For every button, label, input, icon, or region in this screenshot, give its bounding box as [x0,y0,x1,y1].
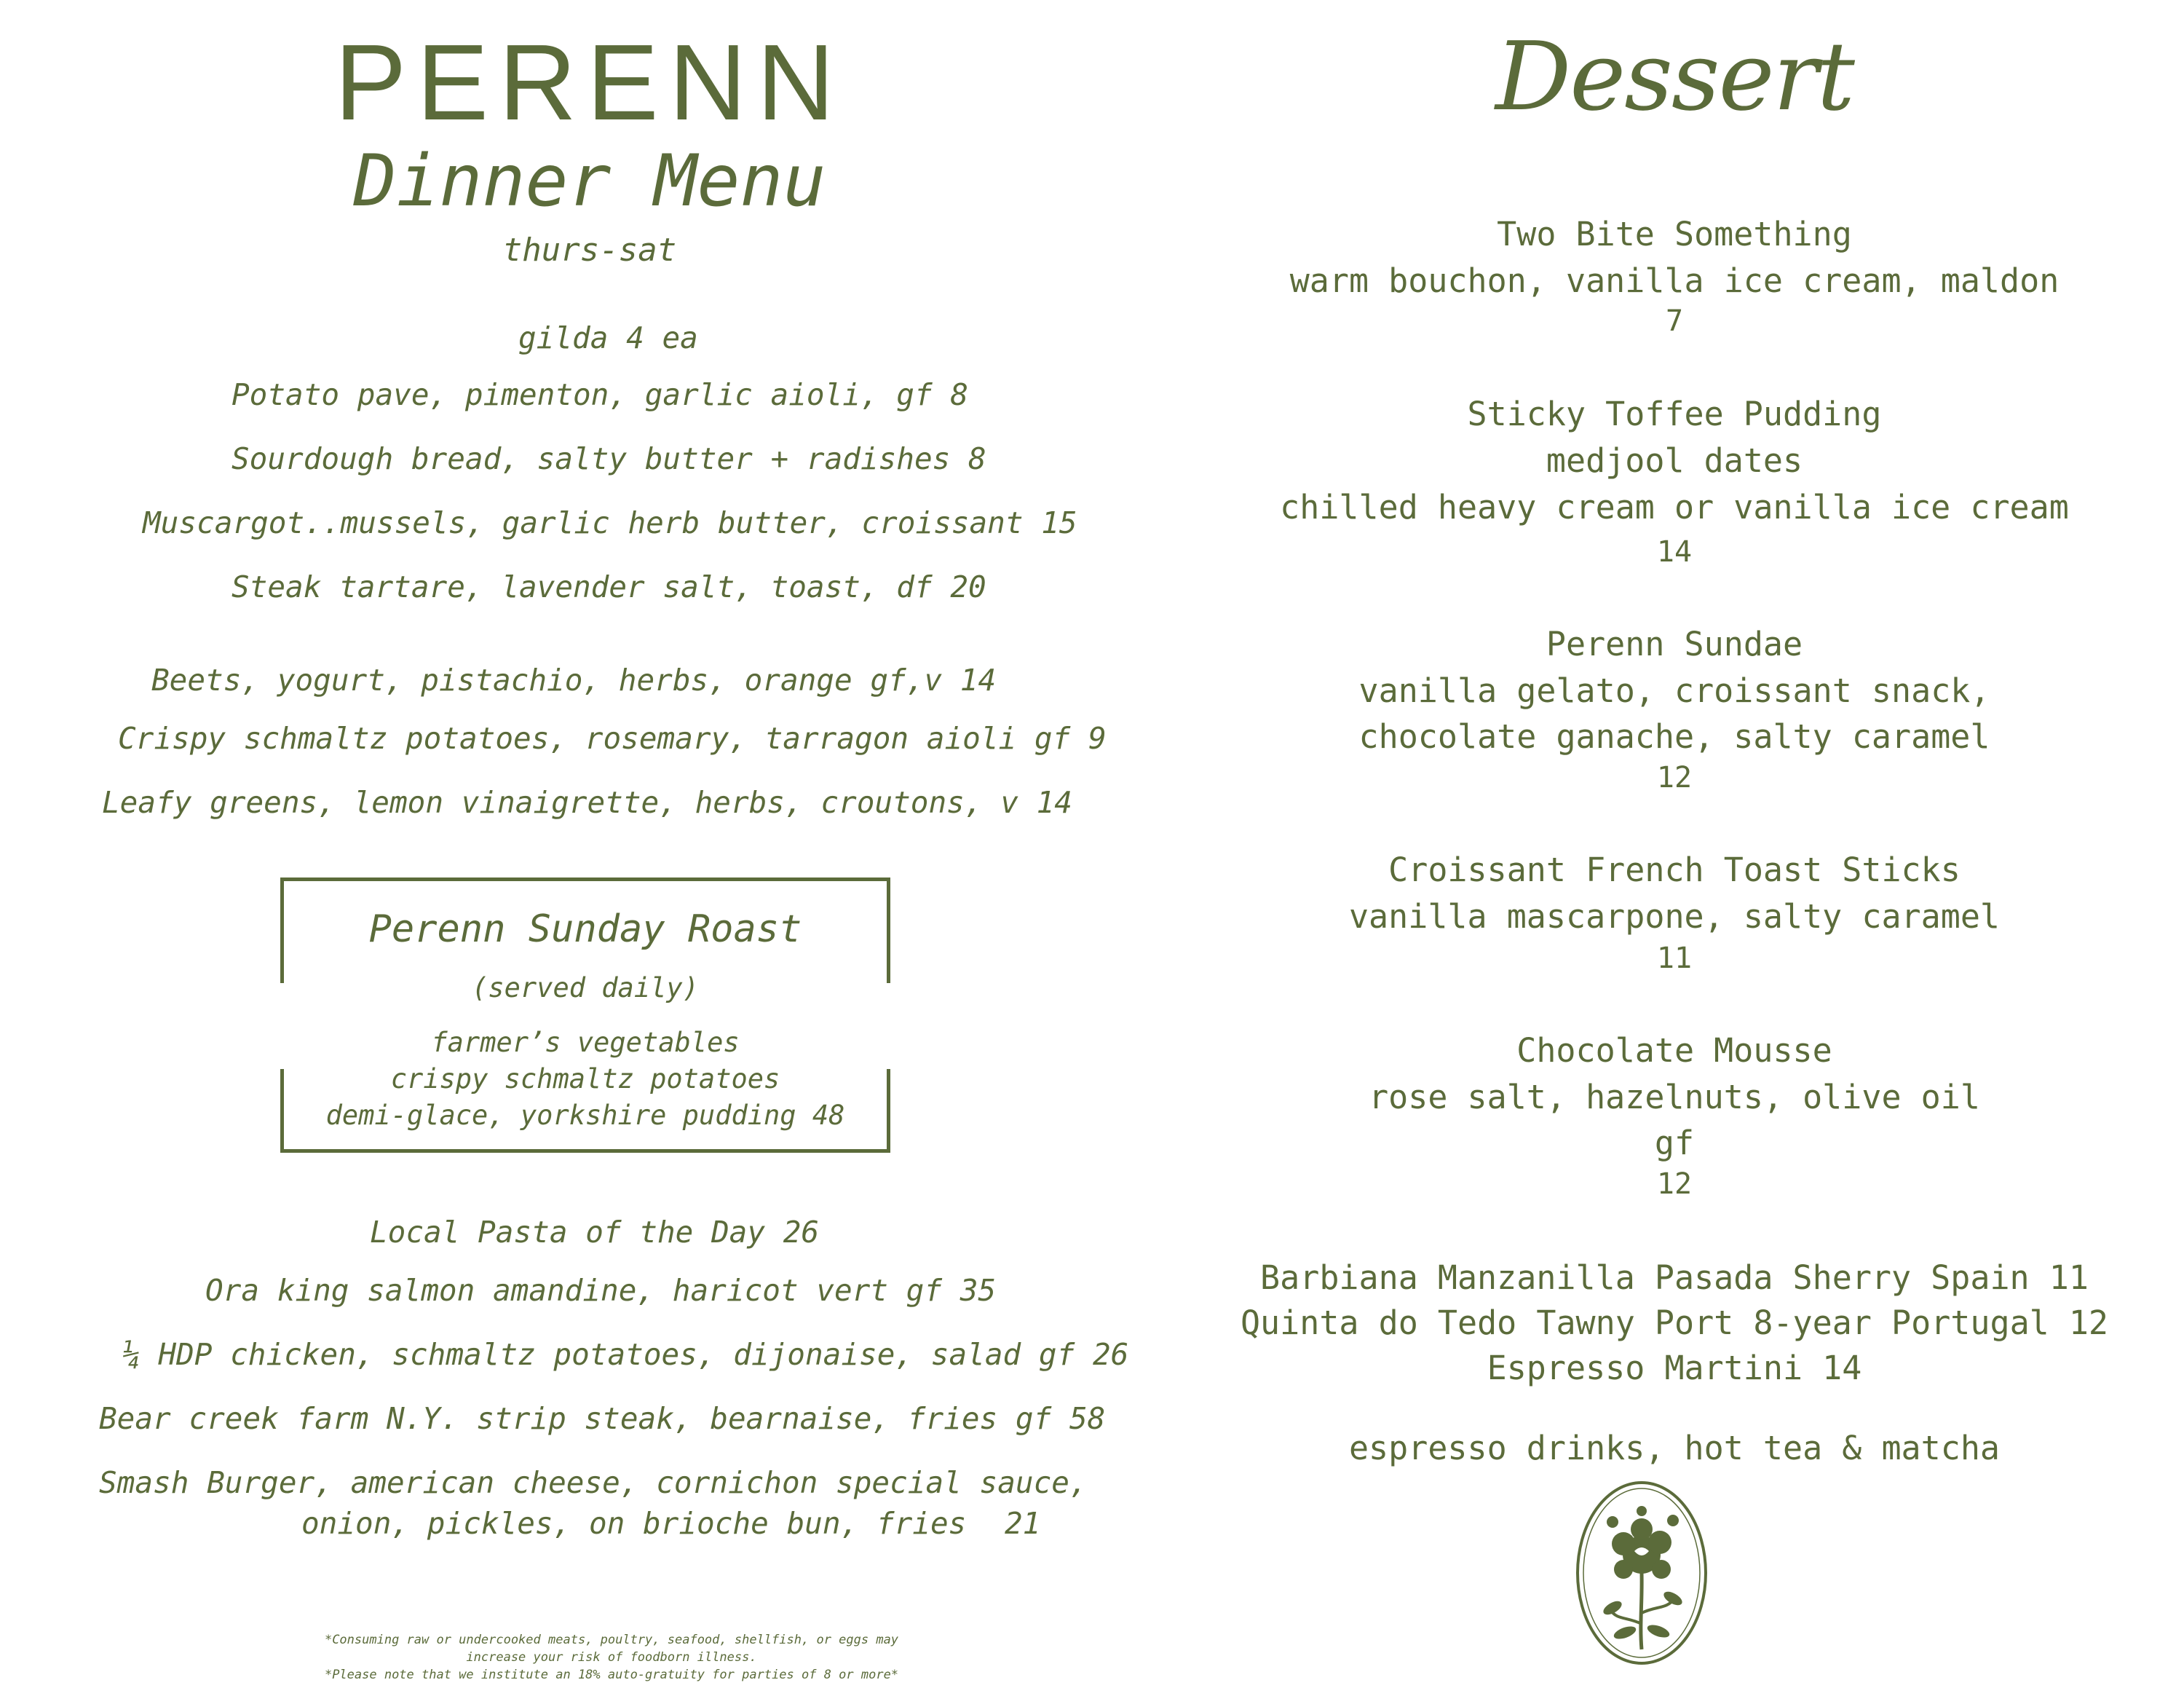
roast-subtitle: (served daily) [472,972,699,1003]
roast-line: farmer’s vegetables [431,1027,740,1058]
dessert-desc: gf [1654,1124,1695,1162]
menu-item: Muscargot..mussels, garlic herb butter, croissant 15 [143,505,1077,540]
menu-item: Potato pave, pimenton, garlic aioli, gf 8 [232,377,969,412]
menu-item: Smash Burger, american cheese, cornichon special sauce, [99,1465,1088,1500]
dessert-name: Perenn Sundae [1546,625,1803,663]
dessert-column [1165,0,2184,1688]
disclaimer-line: increase your risk of foodborn illness. [466,1650,757,1665]
drink-item: Espresso Martini 14 [1487,1349,1862,1387]
drink-item: Barbiana Manzanilla Pasada Sherry Spain 11 [1260,1258,2089,1297]
dessert-price: 12 [1656,761,1693,794]
dessert-price: 11 [1656,942,1693,975]
dinner-menu-title: Dinner Menu [353,140,826,223]
dessert-name: Croissant French Toast Sticks [1388,851,1961,889]
menu-item-price: 21 [1005,1506,1041,1541]
dessert-name: Two Bite Something [1497,215,1852,253]
roast-title: Perenn Sunday Roast [368,907,802,951]
dessert-desc: vanilla gelato, croissant snack, [1358,671,1990,710]
sunday-roast-box [280,877,890,1153]
menu-item: Ora king salmon amandine, haricot vert gf 35 [205,1273,997,1308]
menu-item: Leafy greens, lemon vinaigrette, herbs, croutons, v 14 [102,785,1072,820]
dessert-desc: chocolate ganache, salty caramel [1358,717,1990,756]
dessert-price: 12 [1656,1167,1693,1201]
dessert-price: 14 [1656,535,1693,569]
menu-item: Beets, yogurt, pistachio, herbs, orange gf,v 14 [151,663,997,698]
dessert-desc: vanilla mascarpone, salty caramel [1348,897,2001,936]
floral-crest-icon [1572,1478,1711,1668]
menu-item: Sourdough bread, salty butter + radishes 8 [232,441,986,476]
dessert-desc: rose salt, hazelnuts, olive oil [1369,1078,1980,1116]
menu-item: onion, pickles, on brioche bun, fries [301,1506,967,1541]
dinner-days: thurs-sat [502,232,677,269]
menu-item: Local Pasta of the Day 26 [370,1215,820,1250]
drinks-footer: espresso drinks, hot tea & matcha [1348,1429,2001,1467]
dessert-name: Chocolate Mousse [1516,1031,1832,1070]
menu-item: Bear creek farm N.Y. strip steak, bearnaise, fries gf 58 [99,1401,1106,1436]
menu-item: Crispy schmaltz potatoes, rosemary, tarragon aioli gf 9 [118,721,1107,756]
disclaimer-line: *Please note that we institute an 18% auto-gratuity for parties of 8 or more* [324,1668,899,1682]
dessert-name: Sticky Toffee Pudding [1467,395,1882,433]
dessert-desc: chilled heavy cream or vanilla ice cream [1280,488,2069,526]
roast-line: demi-glace, yorkshire pudding 48 [325,1100,845,1131]
menu-item: ¼ HDP chicken, schmaltz potatoes, dijonaise, salad gf 26 [122,1337,1129,1372]
menu-item: gilda 4 ea [518,320,698,355]
disclaimer-line: *Consuming raw or undercooked meats, poultry, seafood, shellfish, or eggs may [324,1633,899,1647]
dessert-desc: warm bouchon, vanilla ice cream, maldon [1289,261,2060,300]
dessert-price: 7 [1665,304,1684,338]
drink-item: Quinta do Tedo Tawny Port 8-year Portugal 12 [1240,1304,2109,1342]
dessert-title: Dessert [1495,21,1853,132]
brand-name: PERENN [334,23,845,143]
menu-item: Steak tartare, lavender salt, toast, df 20 [232,569,986,604]
dessert-desc: medjool dates [1546,441,1803,480]
roast-line: crispy schmaltz potatoes [390,1063,780,1095]
